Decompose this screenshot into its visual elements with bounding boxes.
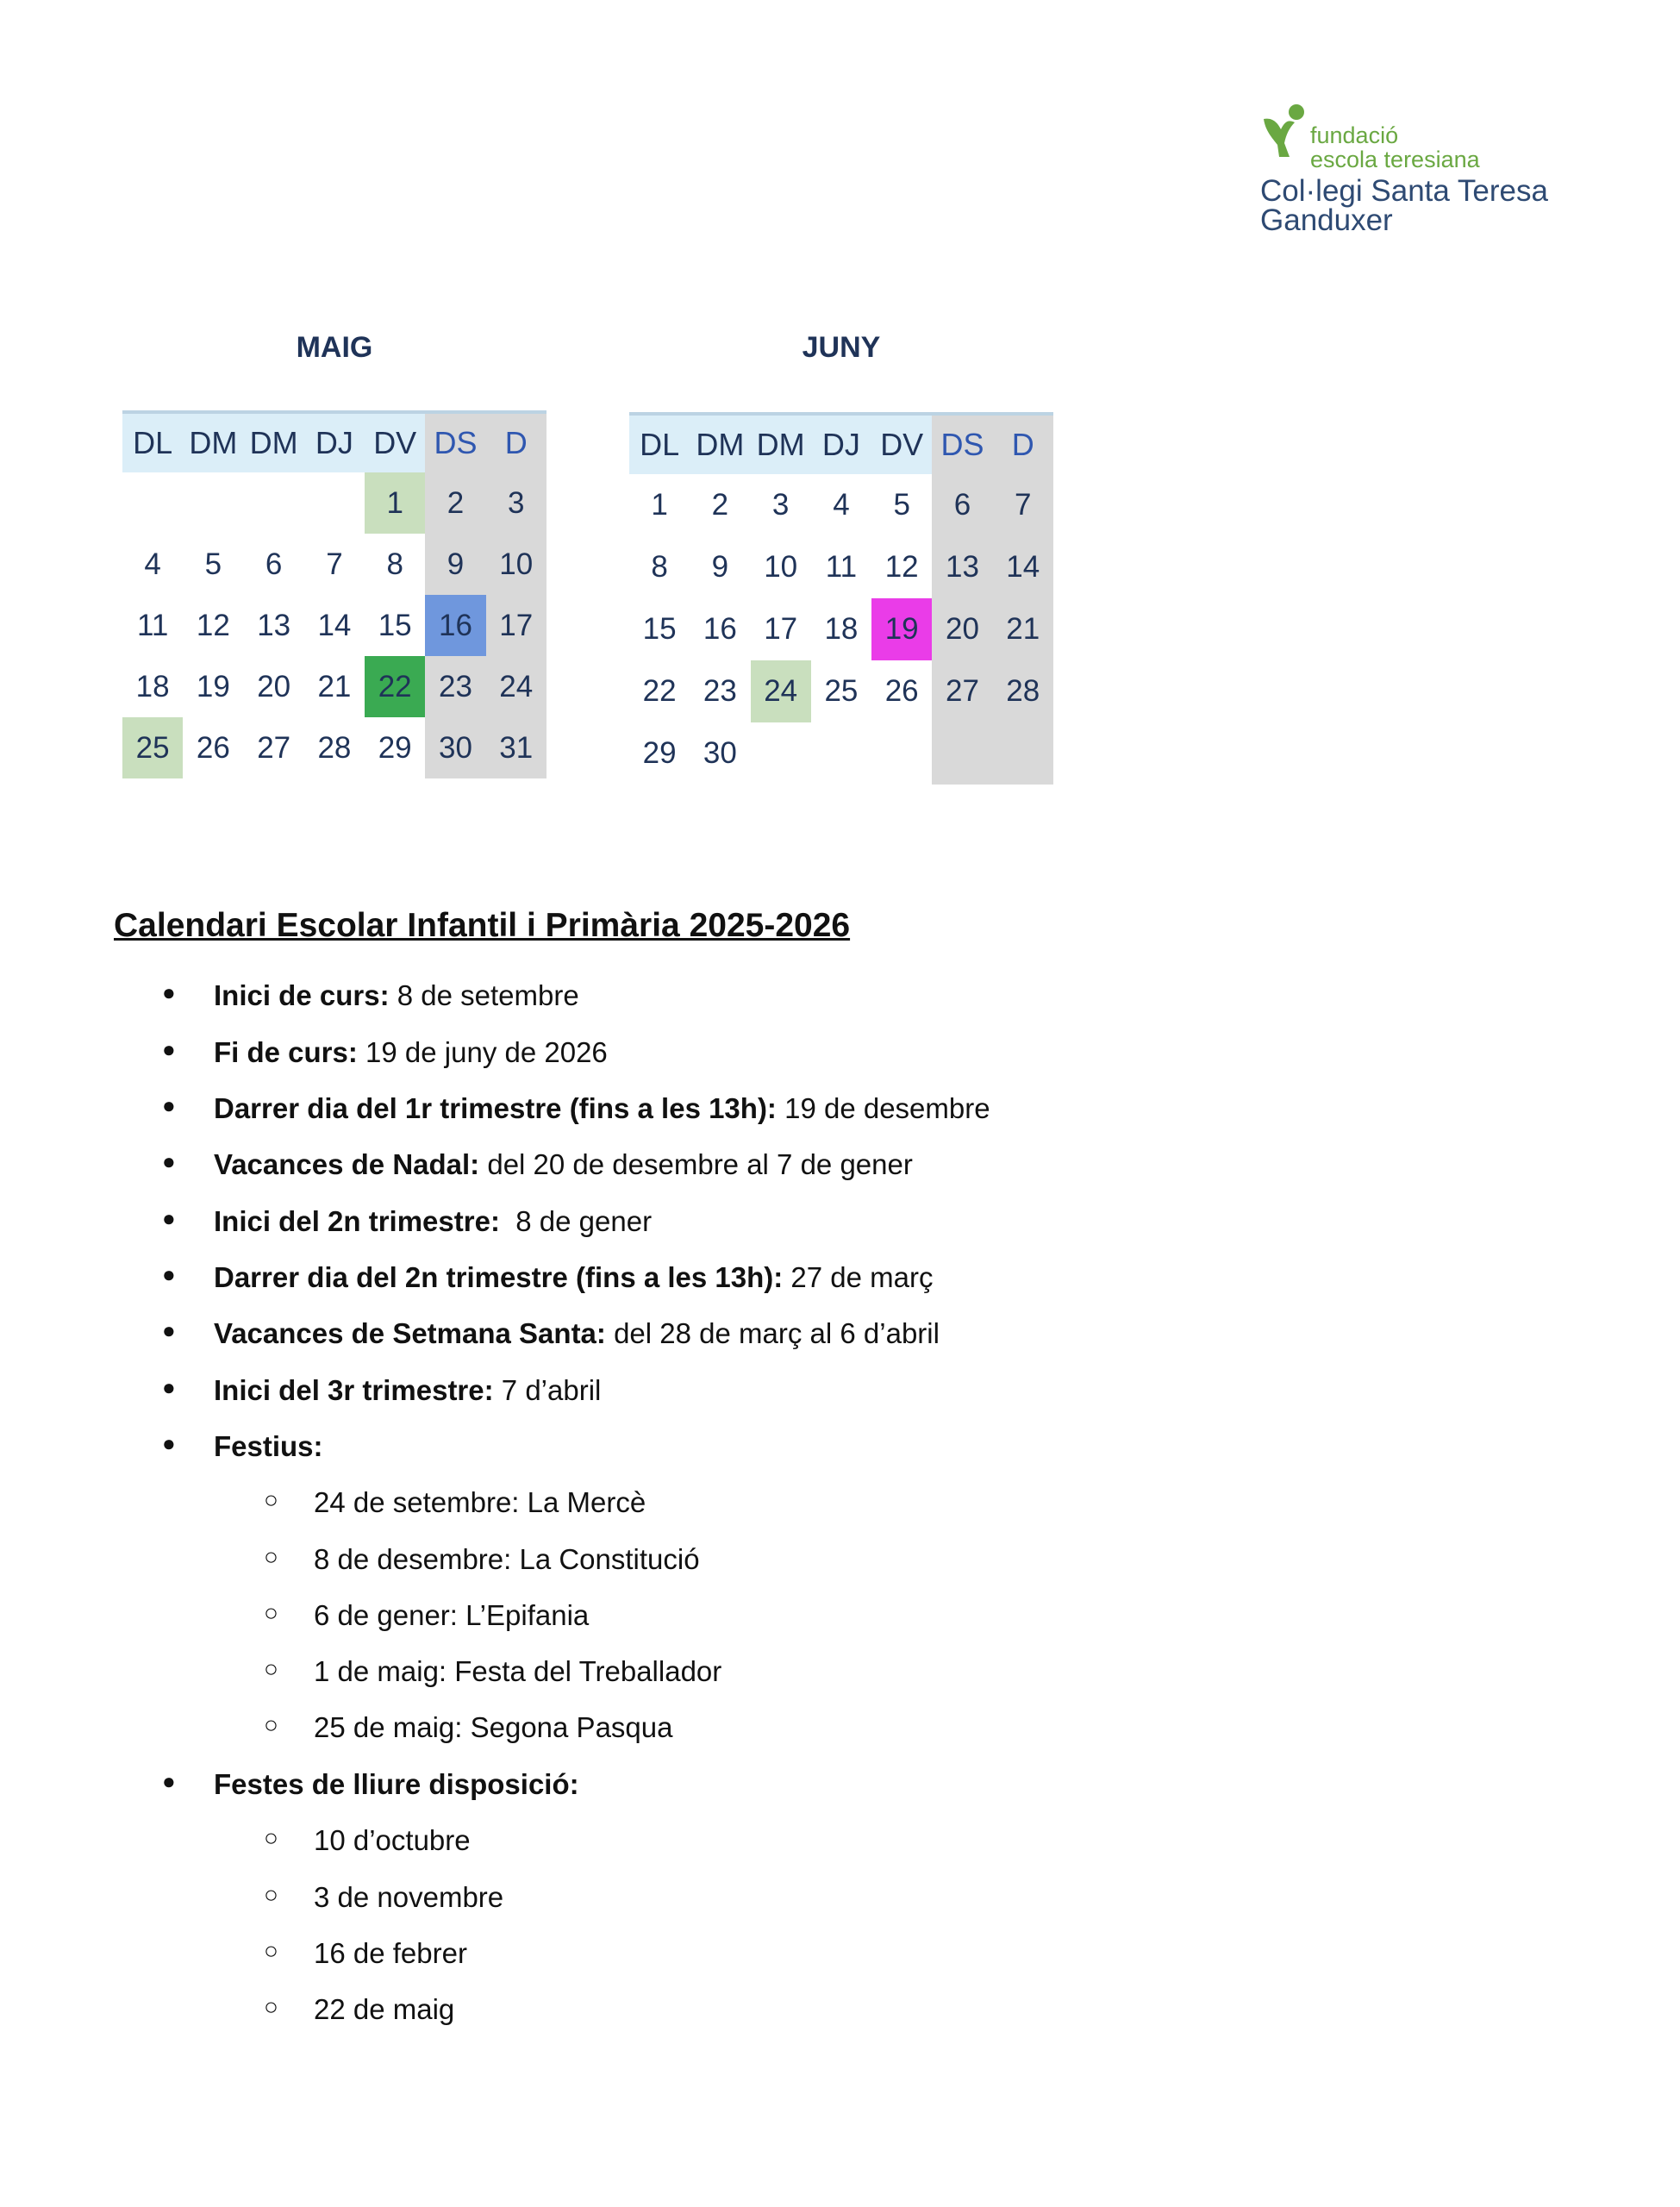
day-cell: 23 — [425, 656, 485, 717]
weekday-label: DL — [640, 427, 680, 462]
weekday-label: DJ — [315, 425, 353, 460]
weekday-label: DM — [696, 427, 745, 462]
weekday-label: DL — [133, 425, 173, 460]
sub-list-item: 24 de setembre: La Mercè — [314, 1486, 646, 1518]
day-cell-end-of-course: 19 — [871, 598, 932, 660]
weekday-label: DM — [756, 427, 805, 462]
day-cell: 12 — [196, 608, 230, 642]
month-title-may: MAIG — [296, 331, 373, 364]
list-item — [214, 1092, 990, 1125]
list-bullet: ● — [162, 979, 176, 1005]
day-cell: 6 — [265, 547, 283, 581]
sub-list-bullet: ○ — [264, 1993, 278, 2020]
weekday-header-row — [629, 412, 1053, 474]
day-cell — [811, 722, 871, 785]
day-cell: 15 — [378, 608, 412, 642]
sub-list-item: 10 d’octubre — [314, 1824, 471, 1856]
sub-list-item: 6 de gener: L’Epifania — [314, 1599, 590, 1631]
list-item — [214, 1261, 934, 1294]
week-row — [629, 536, 1053, 598]
day-cell — [932, 722, 992, 785]
sub-list-bullet: ○ — [264, 1543, 278, 1570]
day-cell: 7 — [326, 547, 343, 581]
day-cell: 9 — [425, 534, 485, 595]
day-cell: 30 — [425, 717, 485, 778]
day-cell: 13 — [257, 608, 291, 642]
day-cell: 14 — [993, 536, 1053, 598]
list-item — [214, 1430, 323, 1463]
weekday-label: DV — [373, 425, 417, 460]
day-cell-holiday: 1 — [365, 472, 425, 534]
item-value: 27 de març — [783, 1261, 934, 1293]
logo-line-escola: escola teresiana — [1310, 147, 1480, 172]
item-label: Darrer dia del 2n trimestre (fins a les 13h): — [214, 1261, 784, 1293]
list-bullet: ● — [162, 1430, 176, 1456]
day-cell: 2 — [711, 488, 729, 522]
list-item — [214, 1205, 652, 1238]
day-cell: 11 — [825, 550, 858, 584]
day-cell: 29 — [378, 730, 412, 765]
day-cell: 18 — [135, 669, 170, 703]
item-label: Inici de curs: — [214, 979, 390, 1011]
day-cell: 19 — [196, 669, 230, 703]
day-cell: 23 — [703, 674, 737, 708]
day-cell: 6 — [932, 474, 992, 536]
sub-list-item: 16 de febrer — [314, 1937, 467, 1969]
list-bullet: ● — [162, 1205, 176, 1231]
item-label: Festius: — [214, 1430, 323, 1462]
list-bullet: ● — [162, 1261, 176, 1287]
weekday-label: DS — [932, 416, 992, 474]
day-cell: 8 — [651, 550, 668, 584]
day-cell: 22 — [642, 674, 677, 708]
day-cell — [122, 472, 183, 534]
day-cell: 8 — [386, 547, 403, 581]
day-cell: 30 — [703, 736, 737, 770]
item-value: 19 de desembre — [776, 1092, 990, 1124]
logo-line-ganduxer: Ganduxer — [1260, 203, 1393, 237]
day-cell: 17 — [764, 612, 798, 646]
list-item — [214, 979, 579, 1012]
day-cell: 24 — [486, 656, 546, 717]
document-title: Calendari Escolar Infantil i Primària 2025-2026 — [114, 907, 851, 944]
weekday-label: DM — [189, 425, 238, 460]
day-cell: 21 — [993, 598, 1053, 660]
list-item — [214, 1148, 913, 1181]
item-value: del 20 de desembre al 7 de gener — [479, 1148, 913, 1180]
item-label: Darrer dia del 1r trimestre (fins a les 13h): — [214, 1092, 777, 1124]
week-row — [629, 474, 1053, 536]
day-cell: 17 — [486, 595, 546, 656]
day-cell: 25 — [824, 674, 859, 708]
sub-list-bullet: ○ — [264, 1711, 278, 1738]
day-cell — [993, 722, 1053, 785]
day-cell: 12 — [884, 550, 919, 584]
logo-figure-icon — [1258, 103, 1310, 172]
day-cell: 26 — [196, 730, 230, 765]
day-cell — [183, 472, 243, 534]
day-cell: 18 — [824, 612, 859, 646]
item-value: 8 de setembre — [389, 979, 579, 1011]
day-cell — [244, 472, 304, 534]
day-cell: 21 — [317, 669, 352, 703]
day-cell: 3 — [486, 472, 546, 534]
day-cell: 31 — [486, 717, 546, 778]
sub-list-bullet: ○ — [264, 1937, 278, 1964]
sub-list-item: 1 de maig: Festa del Treballador — [314, 1655, 722, 1687]
day-cell: 5 — [204, 547, 222, 581]
sub-list-item: 8 de desembre: La Constitució — [314, 1543, 700, 1575]
day-cell — [871, 722, 932, 785]
day-cell: 20 — [932, 598, 992, 660]
item-value: 7 d’abril — [493, 1374, 602, 1406]
day-cell — [751, 722, 811, 785]
list-bullet: ● — [162, 1317, 176, 1343]
week-row — [629, 660, 1053, 722]
week-row — [122, 656, 546, 717]
calendar-grid-may — [122, 410, 546, 778]
day-cell: 7 — [993, 474, 1053, 536]
day-cell: 10 — [486, 534, 546, 595]
list-item — [214, 1768, 579, 1801]
weekday-label: DJ — [821, 427, 860, 462]
logo-line-collegi: Col·legi Santa Teresa — [1260, 174, 1548, 208]
sub-list-item: 3 de novembre — [314, 1881, 504, 1913]
item-value: del 28 de març al 6 d’abril — [605, 1317, 940, 1349]
day-cell: 3 — [771, 488, 790, 522]
day-cell-highlight: 16 — [425, 595, 485, 656]
day-cell — [304, 472, 365, 534]
day-cell: 29 — [642, 736, 677, 770]
day-cell: 4 — [144, 547, 161, 581]
day-cell-holiday: 25 — [122, 717, 183, 778]
day-cell: 1 — [651, 488, 668, 522]
sub-list-item: 22 de maig — [314, 1993, 455, 2025]
day-cell: 9 — [711, 550, 729, 584]
day-cell: 4 — [833, 488, 850, 522]
day-cell: 5 — [893, 488, 910, 522]
calendar-grid-june — [629, 412, 1053, 785]
item-label: Fi de curs: — [214, 1036, 358, 1068]
week-row — [629, 598, 1053, 660]
list-bullet: ● — [162, 1092, 176, 1118]
weekday-label: DV — [880, 427, 924, 462]
day-cell: 28 — [317, 730, 352, 765]
day-cell: 26 — [884, 674, 919, 708]
list-bullet: ● — [162, 1374, 176, 1400]
item-label: Inici del 2n trimestre: — [214, 1205, 500, 1237]
weekday-label: D — [486, 414, 546, 472]
day-cell: 14 — [317, 608, 352, 642]
school-logo — [1258, 103, 1569, 241]
list-bullet: ● — [162, 1148, 176, 1174]
day-cell: 15 — [642, 612, 677, 646]
item-value: 8 de gener — [499, 1205, 653, 1237]
sub-list-bullet: ○ — [264, 1486, 278, 1513]
logo-line-fundacio: fundació — [1310, 122, 1399, 148]
weekday-label: D — [993, 416, 1053, 474]
day-cell: 20 — [257, 669, 291, 703]
day-cell: 16 — [703, 612, 737, 646]
week-row — [122, 595, 546, 656]
list-item — [214, 1317, 940, 1350]
item-label: Inici del 3r trimestre: — [214, 1374, 494, 1406]
day-cell: 13 — [932, 536, 992, 598]
list-bullet: ● — [162, 1768, 176, 1794]
sub-list-bullet: ○ — [264, 1881, 278, 1908]
day-cell: 11 — [136, 608, 169, 642]
day-cell: 10 — [764, 550, 798, 584]
sub-list-item: 25 de maig: Segona Pasqua — [314, 1711, 673, 1743]
list-item — [214, 1036, 608, 1069]
item-label: Vacances de Nadal: — [214, 1148, 480, 1180]
item-label: Festes de lliure disposició: — [214, 1768, 579, 1800]
day-cell-holiday: 24 — [751, 660, 811, 722]
week-row — [122, 717, 546, 778]
weekday-header-row — [122, 410, 546, 472]
week-row — [122, 534, 546, 595]
day-cell: 27 — [257, 730, 291, 765]
list-item — [214, 1374, 601, 1407]
week-row — [629, 722, 1053, 785]
day-cell: 2 — [425, 472, 485, 534]
day-cell: 28 — [993, 660, 1053, 722]
weekday-label: DM — [249, 425, 298, 460]
month-title-june: JUNY — [802, 331, 881, 364]
item-value: 19 de juny de 2026 — [357, 1036, 608, 1068]
sub-list-bullet: ○ — [264, 1824, 278, 1851]
weekday-label: DS — [425, 414, 485, 472]
sub-list-bullet: ○ — [264, 1655, 278, 1682]
sub-list-bullet: ○ — [264, 1599, 278, 1626]
item-label: Vacances de Setmana Santa: — [214, 1317, 606, 1349]
day-cell-free-day: 22 — [365, 656, 425, 717]
week-row — [122, 472, 546, 534]
day-cell: 27 — [932, 660, 992, 722]
list-bullet: ● — [162, 1036, 176, 1062]
